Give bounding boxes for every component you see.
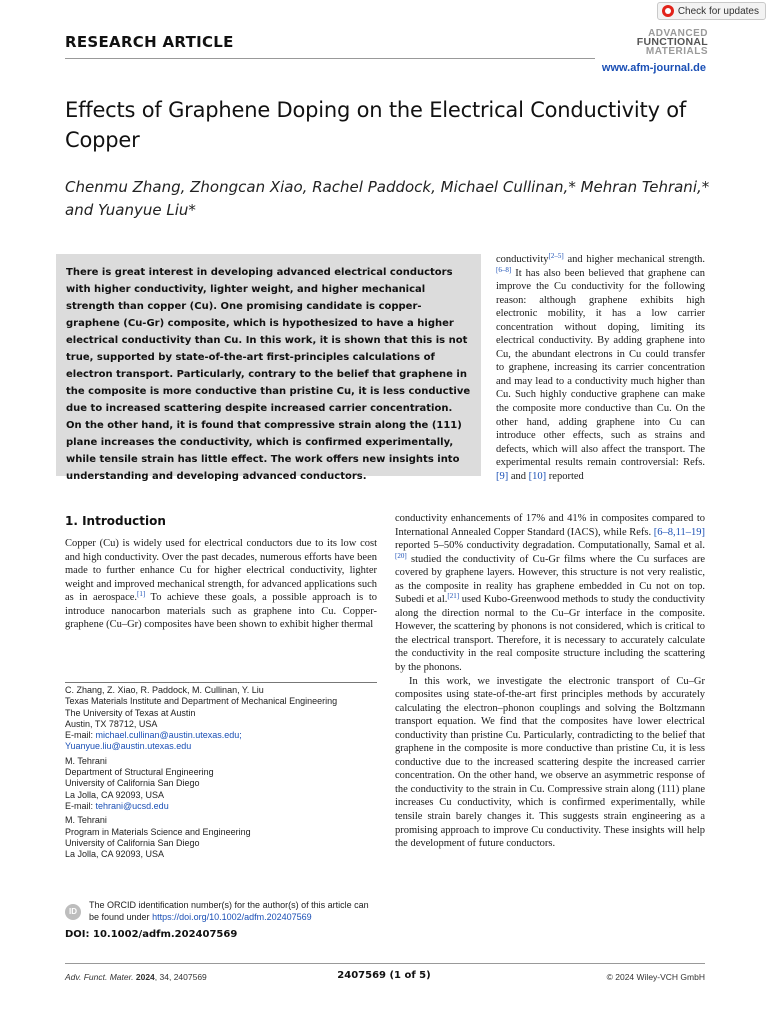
citation-link[interactable]: [6–8,11–19] [653,526,705,538]
footer-page-number: 2407569 (1 of 5) [337,970,431,981]
email-link[interactable]: tehrani@ucsd.edu [95,800,169,811]
orcid-doi-link[interactable]: https://doi.org/10.1002/adfm.202407569 [152,911,312,922]
logo-line-2: FUNCTIONAL [636,36,708,48]
footer-journal: Adv. Funct. Mater. [65,972,134,982]
article-type: RESEARCH ARTICLE [65,33,234,51]
body-text: reported [546,470,584,482]
affiliation-block [65,756,377,812]
journal-logo [600,29,708,56]
affiliations [65,685,377,863]
paragraph [395,512,705,675]
citation-link[interactable]: [1] [137,590,146,599]
footer-year: 2024 [135,972,155,982]
affiliation-line: Austin, TX 78712, USA [65,718,158,729]
body-text: reported 5–50% conductivity degradation. Computationally, Samal et al. [395,540,705,552]
body-text: conductivity enhancements of 17% and 41% in composites compared to International Annealed Copper Standard (IACS), while Refs. [395,513,705,538]
body-text: and [508,470,529,482]
body-text: It has also been believed that graphene can improve the Cu conductivity for the following reason: although graphene exhibits high electronic mobility, it has a low carrier concentration without doping, limiting its electrical conductivity. By adding graphene into Cu, the abundant electrons in Cu could transfer to graphene, increasing its carrier concentration and may lead to a conductivity much higher than Cu. Such highly conductive graphene can make the composite more conductive than Cu. On the other hand, adding graphene into Cu can introduce other effects, such as strains and defects, which will also affect the transport. The experimental results remain controversial: Refs. [496,267,705,469]
article-doi: DOI: 10.1002/adfm.202407569 [65,929,238,940]
introduction-paragraph [65,537,377,632]
header-divider [65,58,595,59]
affiliation-line: C. Zhang, Z. Xiao, R. Paddock, M. Cullinan, Y. Liu [65,685,264,695]
journal-url-link[interactable]: www.afm-journal.de [601,62,706,74]
affiliation-line: Texas Materials Institute and Department of Mechanical Engineering [65,696,338,707]
email-link[interactable]: michael.cullinan@austin.utexas.edu; [95,730,242,741]
body-text: studied the conductivity of Cu-Gr films where the Cu surfaces are covered by graphene layers. However, this structure is not very realistic, as the composite in reality has graphene embedded in Cu not on top. Subedi et al. [395,553,705,606]
affiliation-line: Department of Structural Engineering [65,767,214,778]
affiliation-line: University of California San Diego [65,778,200,789]
affiliation-line: University of California San Diego [65,837,200,848]
citation-link[interactable]: [2–5] [548,252,564,260]
affiliation-line: M. Tehrani [65,815,107,826]
affiliation-line: M. Tehrani [65,755,107,766]
right-column-main [395,512,705,851]
check-for-updates-label: Check for updates [677,5,759,17]
footer-divider [65,963,705,964]
email-label: E-mail: [65,730,96,741]
abstract-text: There is great interest in developing advanced electrical conductors with higher conductivity, lighter weight, and higher mechanical strength than copper (Cu). One promising candidate is copper-graphene (Cu-Gr) composite, which is hypothesized to have a higher electrical conductivity than Cu. In this work, it is shown that this is not true, supported by state-of-the-art first-principles calculations of electron transport. Particularly, contrary to the belief that graphene in the composite is more conductive than pristine Cu, it is less conductive due to increased scattering despite increased carrier concentration. On the other hand, it is found that compressive strain along the (111) plane increases the conductivity, which is confirmed experimentally, while tensile strain has little effect. The work offers new insights into understanding and developing advanced conductors. [66,267,471,482]
affiliation-block [65,815,377,860]
affiliation-line: La Jolla, CA 92093, USA [65,789,165,800]
body-text: conductivity [496,254,549,265]
body-text: and higher mechanical strength. [563,254,705,265]
paragraph: In this work, we investigate the electronic transport of Cu–Gr composites using state-of-the-art first principles methods by accurately calculating the electron–phonon couplings and solving the Boltzmann transport equation. We find that the composites have lower electrical conductivity than pristine Cu. Particularly, contradicting to the belief that graphene in the composite is more conductive than pristine Cu, it is less conductive due to the increased scattering despite the increased carrier concentration. On the other hand, we observe an asymmetric response of the conductivity to the strain in Cu. Compressive strain along (111) plane increases Cu conductivity, which is confirmed experimentally, while tensile strain barely changes it. This suggests strain engineering as a promising approach to improve Cu conductivity. These insights will help the development of future conductors. [395,675,705,850]
logo-line-1: ADVANCED [648,28,708,39]
affiliation-line: Program in Materials Science and Engineering [65,826,251,837]
email-line [65,730,377,741]
email-line [65,801,377,812]
citation-link[interactable]: [10] [528,470,547,482]
email-link[interactable]: Yuanyue.liu@austin.utexas.edu [65,741,192,752]
citation-link[interactable]: [9] [496,470,509,482]
abstract-box [56,254,481,482]
footer-citation [65,972,207,982]
affiliation-block [65,685,377,753]
orcid-text: The ORCID identification number(s) for the author(s) of this article can be found under [89,900,369,922]
orcid-note [89,900,379,923]
citation-link[interactable]: [6–8] [496,265,512,274]
orcid-icon: ID [65,904,81,920]
citation-link[interactable]: [21] [447,592,460,601]
article-title: Effects of Graphene Doping on the Electrical Conductivity of Copper [65,98,687,152]
citation-link[interactable]: [20] [395,551,407,560]
footer-copyright: © 2024 Wiley-VCH GmbH [606,972,705,982]
check-for-updates-button[interactable] [657,2,766,20]
email-label: E-mail: [65,800,96,811]
section-heading-introduction: 1. Introduction [65,514,166,528]
body-text: Copper (Cu) is widely used for electrical conductors due to its low cost and high conductivity. Over the past decades, numerous efforts have been made to further enhance Cu for higher electrical conductivity, lighter weight and improved mechanical strength, for advanced applications such as in aerospace. [65,538,377,604]
right-column-top [496,253,705,483]
logo-line-3: MATERIALS [645,46,708,57]
affiliation-line: La Jolla, CA 92093, USA [65,849,165,860]
affiliation-divider [65,682,377,683]
body-text: used Kubo-Greenwood methods to study the conductivity along the direction normal to the Cu–Gr interface in the composite. However, the scattering by phonons is not considered, which is critical to the electrical transport. Therefore, it is necessary to accurately calculate the conductivity in the real composite structure including the scattering by the phonons. [395,594,705,674]
crossmark-icon [662,5,674,17]
footer-volume: , 34, 2407569 [154,972,207,982]
body-text: To achieve these goals, a possible approach is to introduce nanocarbon materials such as graphene into Cu. Copper-graphene (Cu–Gr) composites have been shown to exhibit higher thermal [65,592,377,631]
affiliation-line: The University of Texas at Austin [65,707,196,718]
author-list: Chenmu Zhang, Zhongcan Xiao, Rachel Paddock, Michael Cullinan,* Mehran Tehrani,* and Yuanyue Liu* [65,178,710,219]
